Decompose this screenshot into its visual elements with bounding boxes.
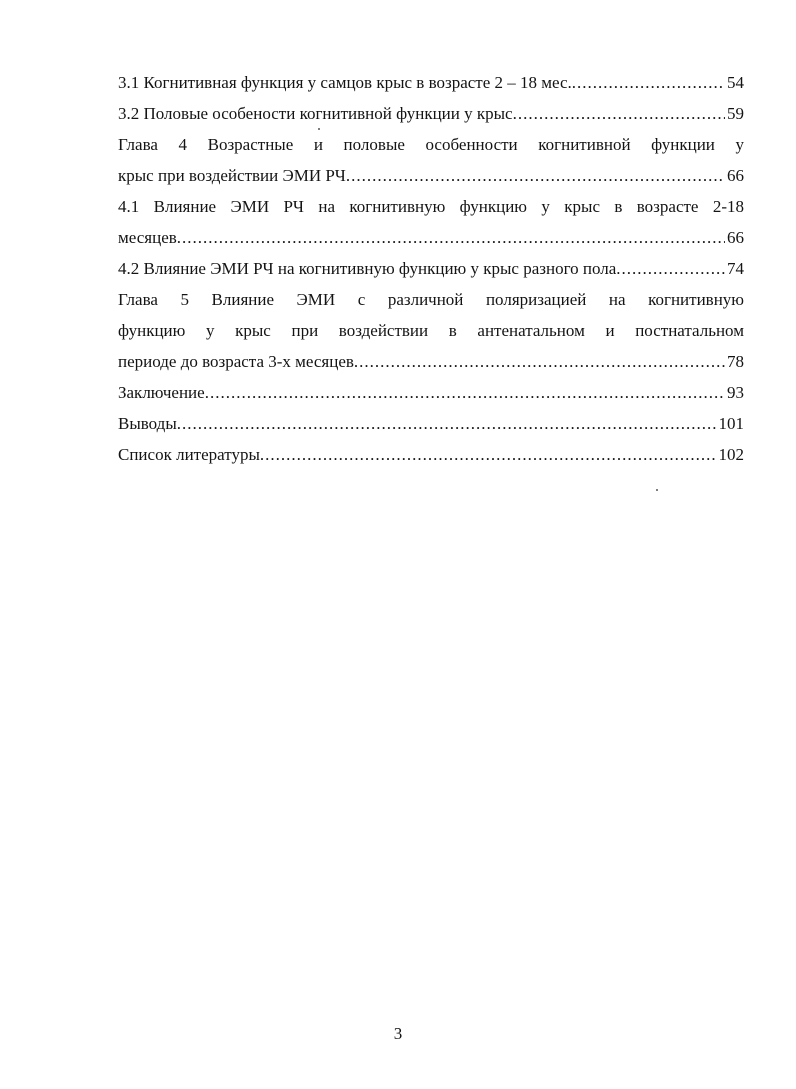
toc-entry-title: крыс при воздействии ЭМИ РЧ xyxy=(118,166,346,185)
toc-entry-page: 66 xyxy=(727,228,744,247)
scan-speck xyxy=(318,128,320,130)
toc-leader-dots xyxy=(354,346,725,377)
toc-leader-dots xyxy=(346,160,725,191)
toc-entry-title: месяцев xyxy=(118,228,177,247)
toc-entry-chapter-5[interactable] xyxy=(118,284,744,377)
toc-entry-title: 3.1 Когнитивная функция у самцов крыс в возрасте 2 – 18 мес. xyxy=(118,73,572,92)
toc-leader-dots xyxy=(205,377,725,408)
toc-entry-title-line: Глава 5 Влияние ЭМИ с различной поляризацией на когнитивную xyxy=(118,290,744,309)
toc-entry-findings[interactable] xyxy=(118,408,744,439)
toc-leader-dots xyxy=(177,408,717,439)
toc-entry-page: 66 xyxy=(727,166,744,185)
toc-leader-dots xyxy=(177,222,725,253)
toc-entry-title: Список литературы xyxy=(118,445,260,464)
toc-entry-3-1[interactable] xyxy=(118,67,744,98)
toc-entry-title: Заключение xyxy=(118,383,205,402)
toc-entry-title-line: 4.1 Влияние ЭМИ РЧ на когнитивную функцию у крыс в возрасте 2-18 xyxy=(118,197,744,216)
toc-entry-title-line: Глава 4 Возрастные и половые особенности когнитивной функции у xyxy=(118,135,744,154)
toc-entry-title-line: функцию у крыс при воздействии в антенатальном и постнатальном xyxy=(118,321,744,340)
toc-entry-references[interactable] xyxy=(118,439,744,470)
toc-entry-title: периоде до возраста 3-х месяцев xyxy=(118,352,354,371)
toc-entry-3-2[interactable] xyxy=(118,98,744,129)
toc-entry-page: 101 xyxy=(718,414,744,433)
toc-leader-dots xyxy=(513,98,725,129)
toc-entry-4-2[interactable] xyxy=(118,253,744,284)
toc-entry-page: 93 xyxy=(727,383,744,402)
table-of-contents xyxy=(118,67,744,470)
toc-entry-title: 3.2 Половые особености когнитивной функции у крыс xyxy=(118,104,513,123)
toc-entry-page: 74 xyxy=(727,259,744,278)
toc-leader-dots xyxy=(572,67,725,98)
toc-entry-chapter-4[interactable] xyxy=(118,129,744,191)
toc-entry-page: 54 xyxy=(727,73,744,92)
toc-entry-title: Выводы xyxy=(118,414,177,433)
toc-entry-page: 59 xyxy=(727,104,744,123)
toc-entry-4-1[interactable] xyxy=(118,191,744,253)
scan-speck xyxy=(656,489,658,491)
toc-leader-dots xyxy=(260,439,717,470)
page-number: 3 xyxy=(393,1024,403,1043)
toc-leader-dots xyxy=(616,253,725,284)
toc-entry-conclusion[interactable] xyxy=(118,377,744,408)
toc-entry-page: 78 xyxy=(727,352,744,371)
toc-entry-title: 4.2 Влияние ЭМИ РЧ на когнитивную функцию у крыс разного пола xyxy=(118,259,617,278)
toc-entry-page: 102 xyxy=(718,445,744,464)
